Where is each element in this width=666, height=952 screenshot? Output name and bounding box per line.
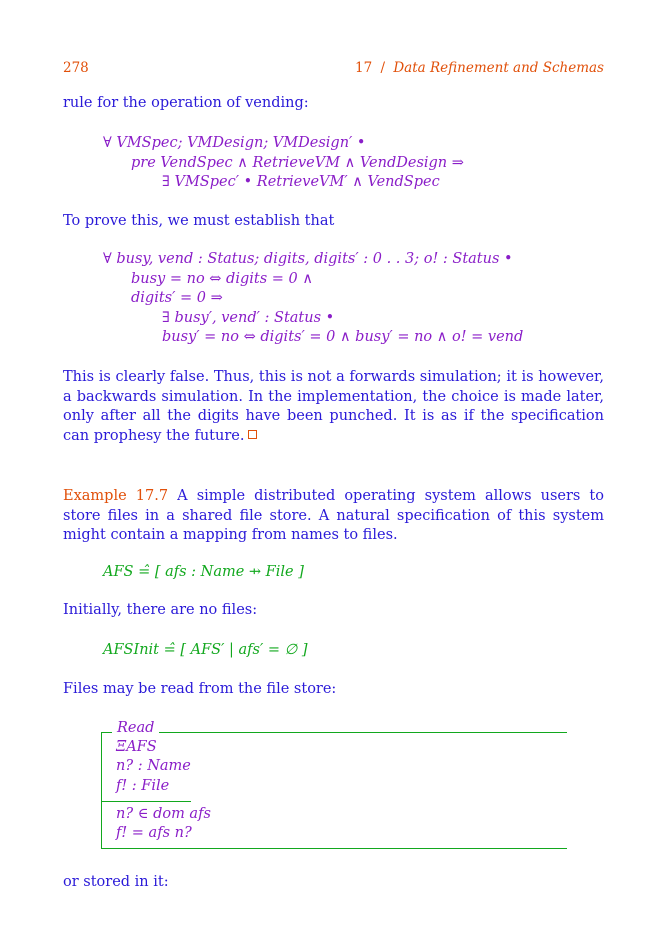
- read-intro: Files may be read from the file store:: [63, 681, 337, 697]
- paragraph-not-forwards-simulation: [63, 368, 604, 446]
- formula1-line1: ∀ VMSpec; VMDesign; VMDesign′ •: [103, 135, 366, 151]
- chapter-number: 17: [355, 60, 373, 76]
- schema-declaration: ΞAFS: [116, 739, 157, 755]
- running-header: [355, 60, 604, 76]
- intro-line: rule for the operation of vending:: [63, 95, 309, 111]
- init-intro: Initially, there are no files:: [63, 602, 258, 618]
- schema-declaration: f! : File: [116, 778, 170, 794]
- schema-predicate: f! = afs n?: [116, 825, 192, 841]
- example-text: A simple distributed operating system allows users to store files in a shared file store. A natural specification of this system might contain a mapping from names to files.: [63, 488, 604, 543]
- schema-left-line: [101, 732, 102, 848]
- paragraph-text: This is clearly false. Thus, this is not a forwards simulation; it is however, a backwards simulation. In the implementation, the choice is made later, only after all the digits have been punched. It is as if the specification can prophesy the future.: [63, 369, 604, 444]
- qed-square-icon: [248, 430, 257, 439]
- schema-top-line: [101, 732, 567, 733]
- prove-line: To prove this, we must establish that: [63, 213, 335, 229]
- page-number: 278: [63, 60, 89, 76]
- formula2-line2: busy = no ⇔ digits = 0 ∧: [131, 271, 313, 287]
- schema-divider: [101, 801, 191, 802]
- afs-definition: AFS =̂ [ afs : Name ⇸ File ]: [103, 564, 304, 580]
- schema-predicate: n? ∈ dom afs: [116, 806, 211, 822]
- schema-bottom-line: [101, 848, 567, 849]
- formula2-line3: digits′ = 0 ⇒: [131, 290, 223, 306]
- formula2-line4: ∃ busy′, vend′ : Status •: [162, 310, 335, 326]
- example-paragraph: [63, 487, 604, 546]
- schema-declaration: n? : Name: [116, 758, 191, 774]
- formula1-line3: ∃ VMSpec′ • RetrieveVM′ ∧ VendSpec: [162, 174, 440, 190]
- formula2-line5: busy′ = no ⇔ digits′ = 0 ∧ busy′ = no ∧ o! = vend: [162, 329, 524, 345]
- afs-init-definition: AFSInit =̂ [ AFS′ | afs′ = ∅ ]: [103, 642, 308, 658]
- formula2-line1: ∀ busy, vend : Status; digits, digits′ : 0 . . 3; o! : Status •: [103, 251, 513, 267]
- example-label: Example 17.7: [63, 488, 169, 504]
- closing-line: or stored in it:: [63, 874, 169, 890]
- schema-title: Read: [112, 720, 159, 736]
- chapter-title: Data Refinement and Schemas: [393, 60, 604, 76]
- formula1-line2: pre VendSpec ∧ RetrieveVM ∧ VendDesign ⇒: [131, 155, 464, 171]
- header-separator: /: [380, 60, 386, 76]
